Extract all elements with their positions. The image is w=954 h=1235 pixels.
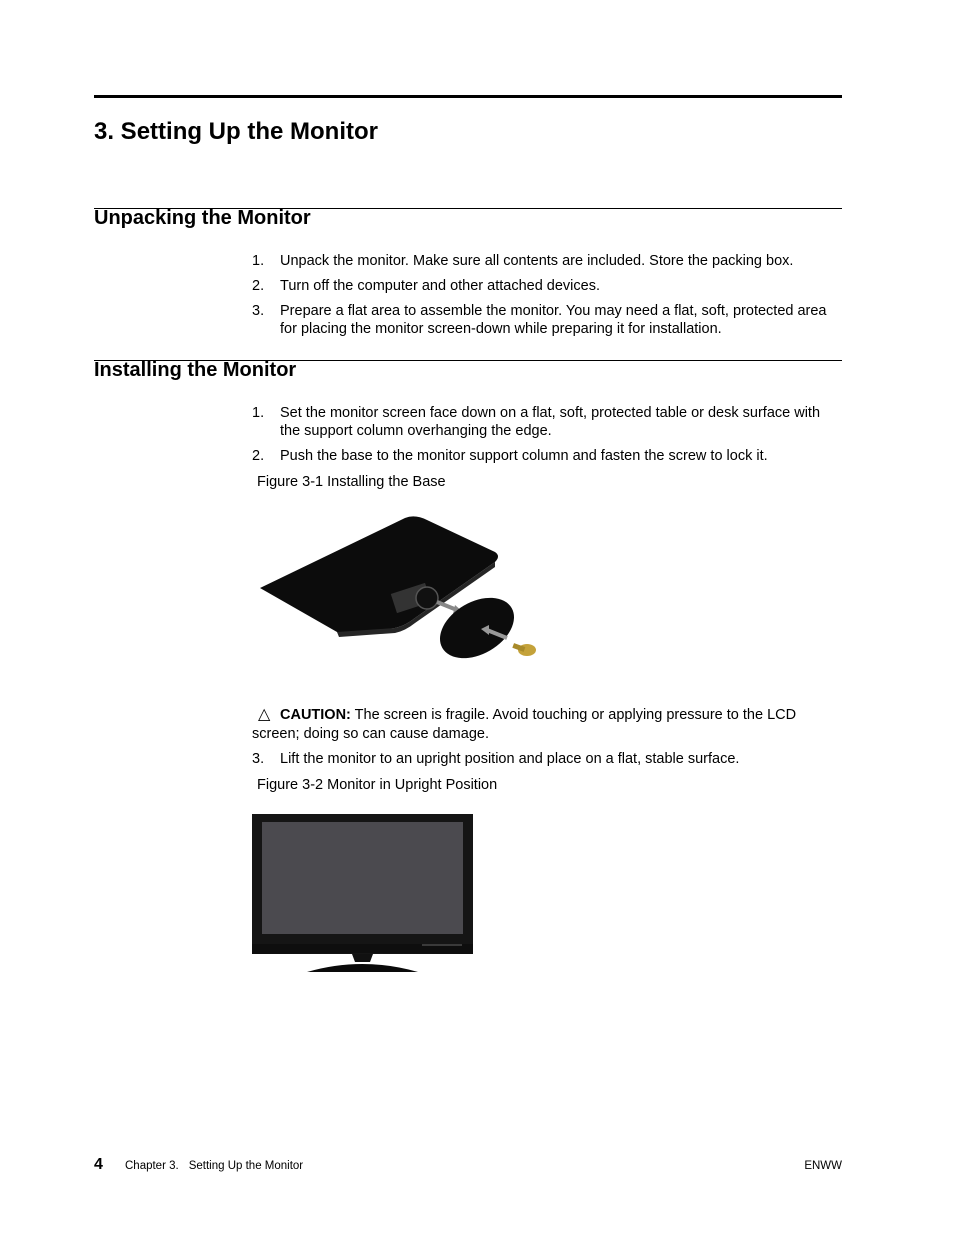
caution-note [252,705,844,744]
section-title-unpacking: Unpacking the Monitor [94,207,311,229]
figure-3-1-installing-base-image [255,510,545,665]
list-item: 3. Prepare a flat area to assemble the monitor. You may need a flat, soft, protected area for placing the monitor screen-down while preparing it for installation. [252,303,827,337]
footer-chapter-label: Chapter 3. [125,1160,179,1172]
caution-text: The screen is fragile. Avoid touching or applying pressure to the LCD screen; doing so can cause damage. [252,707,797,742]
installing-steps [252,404,842,472]
list-item: 2. Push the base to the monitor support column and fasten the screw to lock it. [252,448,768,464]
list-item: 2. Turn off the computer and other attached devices. [252,278,600,294]
installing-step-3 [252,750,842,775]
footer-chapter [125,1160,303,1172]
top-rule [94,95,842,98]
caution-label: CAUTION: [280,707,351,723]
footer-enww: ENWW [804,1160,842,1172]
page-number: 4 [94,1156,103,1173]
figure-3-2-upright-monitor-image [252,814,473,974]
footer-chapter-name: Setting Up the Monitor [188,1160,304,1172]
list-item: 1. Unpack the monitor. Make sure all contents are included. Store the packing box. [252,253,794,269]
chapter-title: 3. Setting Up the Monitor [94,118,378,145]
warning-triangle-icon: △ [258,706,271,723]
list-item: 3. Lift the monitor to an upright position and place on a flat, stable surface. [252,751,740,767]
figure-3-2-caption: Figure 3-2 Monitor in Upright Position [257,777,498,793]
section-title-installing: Installing the Monitor [94,359,297,381]
unpacking-steps [252,252,842,345]
list-item: 1. Set the monitor screen face down on a flat, soft, protected table or desk surface with the support column overhanging the edge. [252,405,821,439]
figure-3-1-caption: Figure 3-1 Installing the Base [257,474,446,490]
